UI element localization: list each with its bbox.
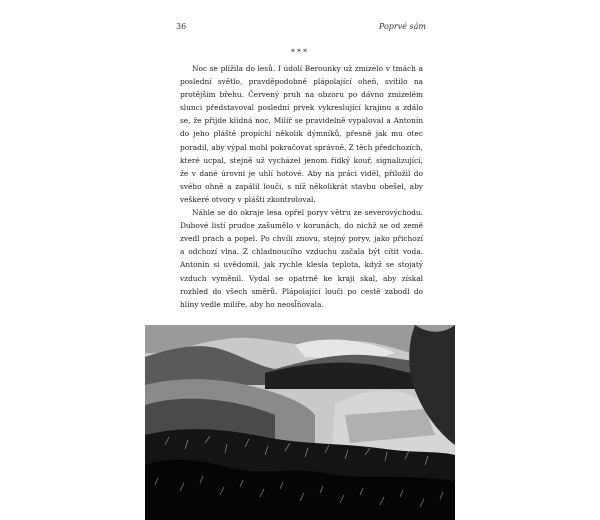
landscape-engraving-icon (145, 325, 455, 520)
page-header (176, 20, 426, 34)
paragraph: Noc se plížila do lesů. I údolí Berounky už zmizelo v tmách a poslední světlo, pravděpodobně plápolající oheň, svítilo na protějším břehu. Červený pruh na obzoru po dávno zmizelém slunci představoval poslední prvek vykreslující krajinu a zdálo se, že přijde klidná noc. Milíř se pravidelně vypaloval a Antonín do jeho pláště propíchl několik dýmníků, přesně jak mu otec poradil, aby výpal mohl pokračovat správně. Z těch předchozích, které ucpal, stejně už vycházel jenom řídký kouř, signalizující, že v dané úrovni je uhlí hotové. Aby na práci viděl, přiložil do svého ohně a zapálil louči, s níž několikrát stavbu obešel, aby veškeré otvory v plášti zkontroloval. (180, 64, 423, 204)
page-number: 36 (176, 22, 187, 31)
section-separator: *** (291, 48, 309, 57)
landscape-illustration (145, 325, 455, 520)
body-text (180, 62, 423, 311)
running-head: Poprvé sám (378, 22, 426, 31)
paragraph: Náhle se do okraje lesa opřel poryv větru ze severovýchodu. Dubové listí prudce zašumělo v korunách, do nichž se od země zvedl prach a popel. Po chvíli znovu, stejný poryv, jako přichozí a odchozí vlna. Z chladnoucího vzduchu začala být cítit voda. Antonín si uvědomil, jak rychle klesla teplota, když se stojatý vzduch vyměnil. Vydal se opatrně ke kraji skal, aby získal rozhled do všech směrů. Plápolající louči po cestě zabodl do hlíny vedle milíře, aby ho neosl̃ňovala. (180, 208, 423, 309)
